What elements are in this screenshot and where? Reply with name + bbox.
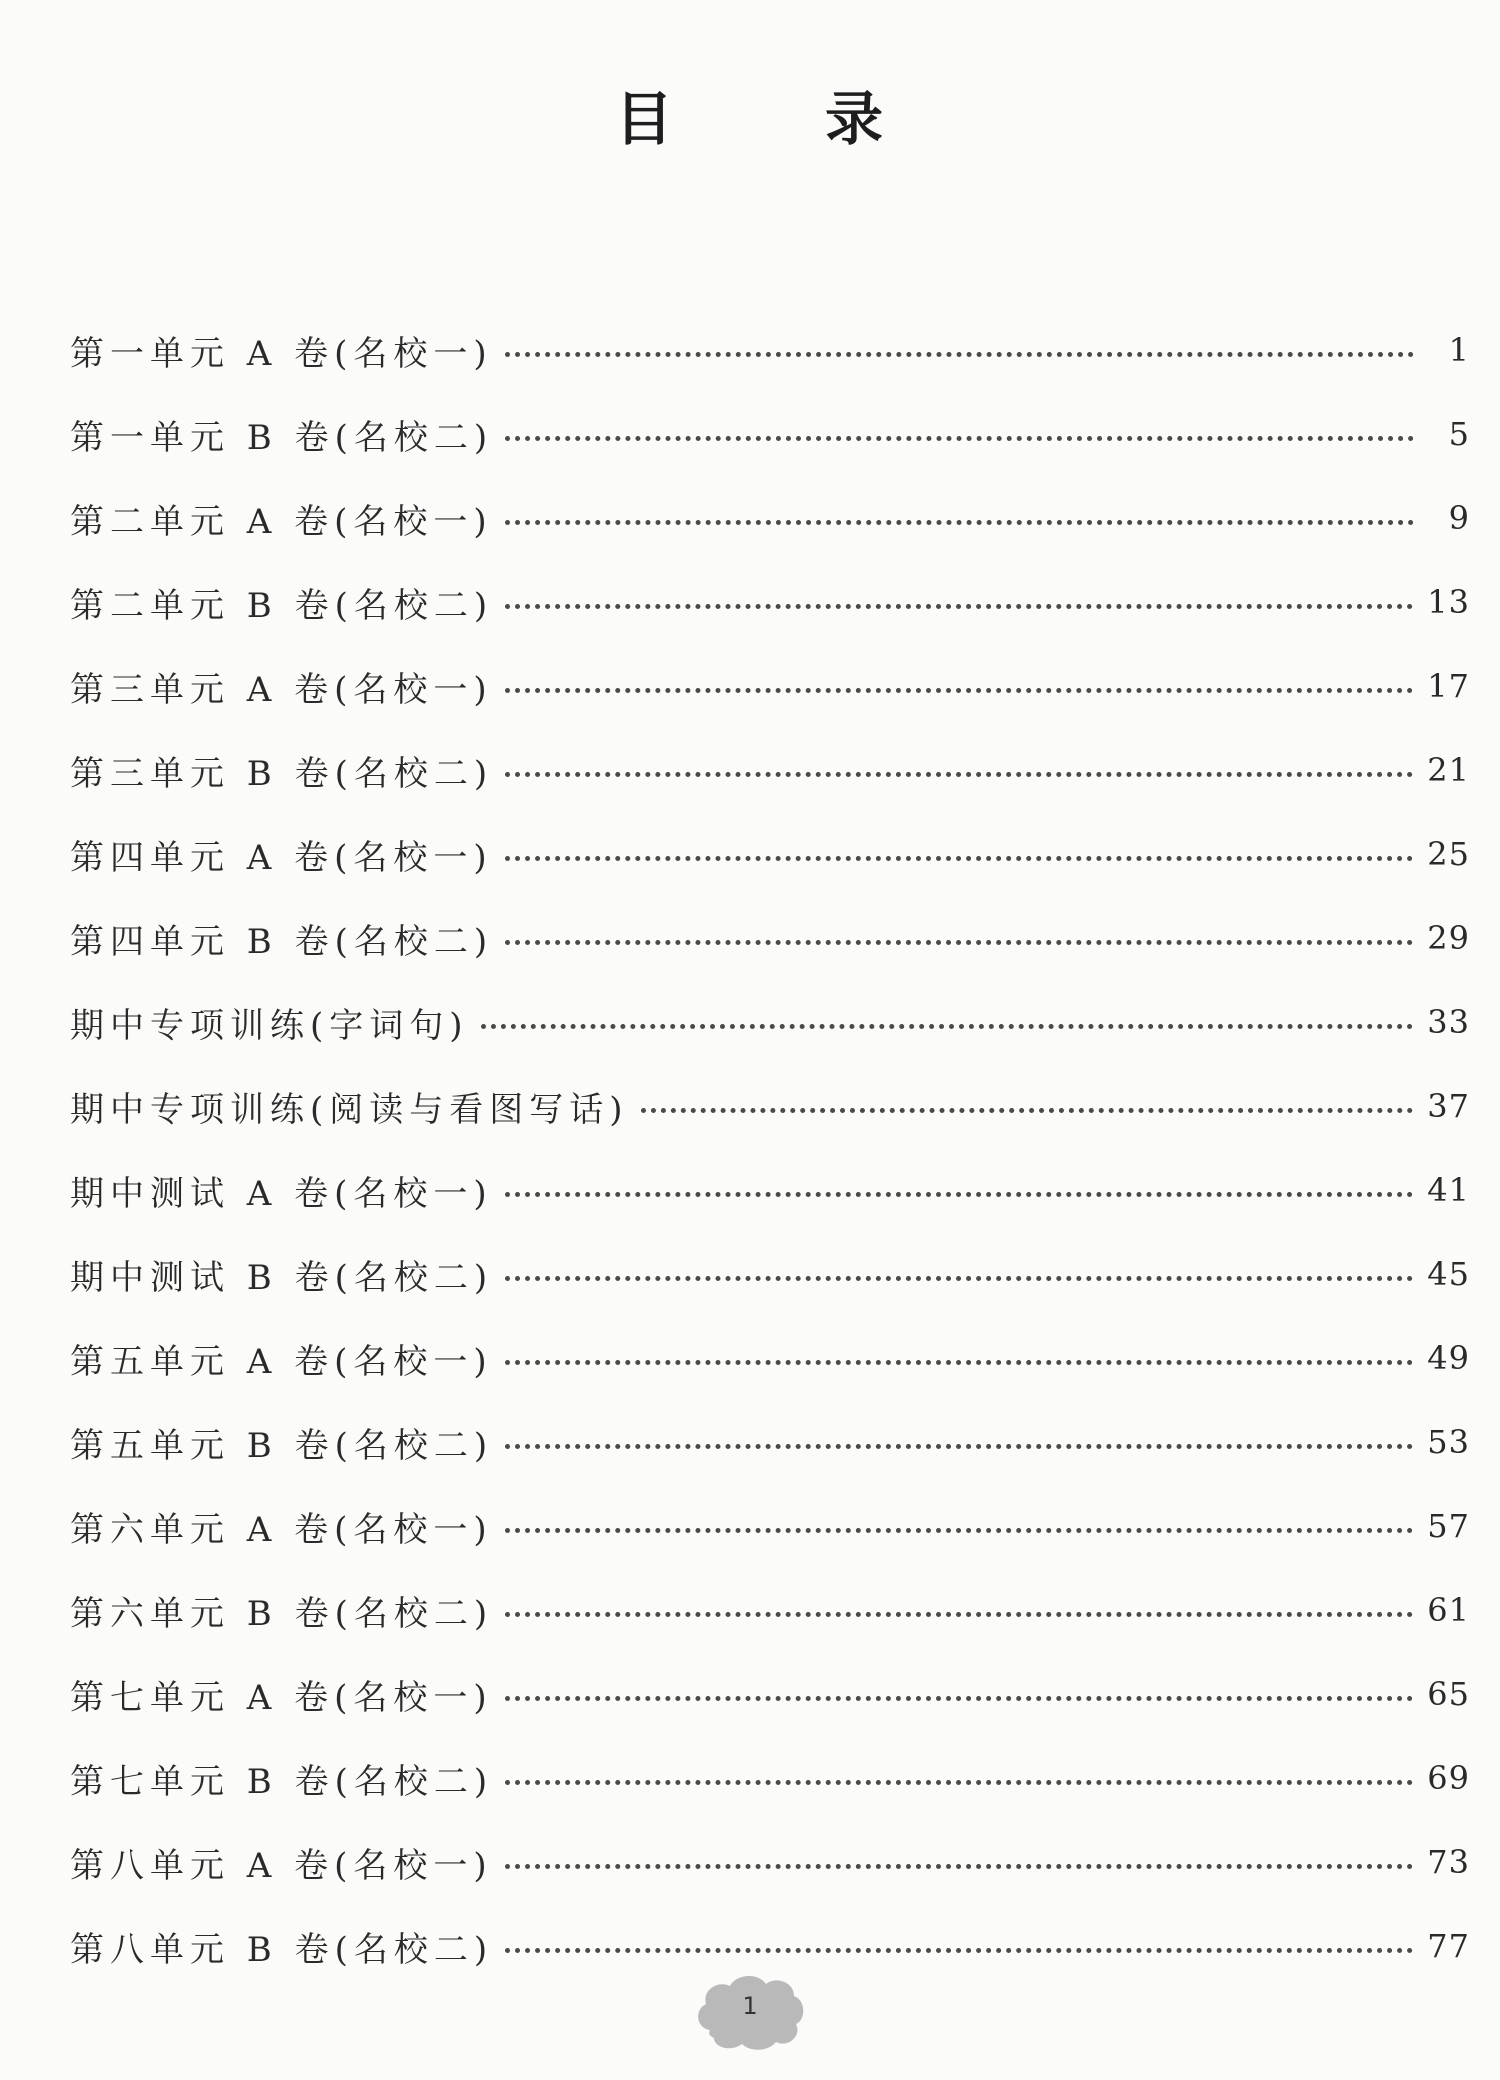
toc-entry[interactable] [70,1652,1470,1736]
toc-entry[interactable] [70,1568,1470,1652]
dot-leader [505,352,1414,357]
toc-entry-label: 第三单元 B 卷(名校二) [70,753,494,794]
toc-entry-label: 第二单元 A 卷(名校一) [70,501,493,542]
toc-entry-label: 期中测试 A 卷(名校一) [70,1173,493,1214]
toc-entry-label: 第四单元 B 卷(名校二) [70,921,494,962]
toc-entry-page: 53 [1427,1423,1470,1461]
toc-entry-label: 第六单元 B 卷(名校二) [70,1593,494,1634]
toc-entry[interactable] [70,896,1470,980]
toc-entry-label: 第七单元 A 卷(名校一) [70,1677,493,1718]
page-title [0,72,1500,156]
toc-entry-page: 9 [1448,499,1470,537]
dot-leader [505,1948,1413,1953]
dot-leader [505,604,1413,609]
page-number-badge [692,1970,808,2054]
toc-entry-page: 17 [1427,667,1470,705]
toc-entry-page: 13 [1427,583,1470,621]
toc-entry-page: 29 [1427,919,1470,957]
toc-entry-page: 57 [1427,1507,1470,1545]
toc-entry-label: 期中测试 B 卷(名校二) [70,1257,494,1298]
toc-entry-page: 61 [1427,1591,1470,1629]
toc-entry-label: 第六单元 A 卷(名校一) [70,1509,493,1550]
dot-leader [505,940,1413,945]
toc-entry-page: 1 [1448,331,1470,369]
toc-entry-page: 37 [1427,1087,1470,1125]
toc-entry[interactable] [70,392,1470,476]
toc-entry-label: 期中专项训练(字词句) [70,1005,469,1046]
toc-entry-page: 21 [1427,751,1470,789]
dot-leader [505,1192,1414,1197]
toc-entry-label: 第四单元 A 卷(名校一) [70,837,493,878]
toc-entry-page: 33 [1427,1003,1470,1041]
toc-entry-label: 第八单元 B 卷(名校二) [70,1929,494,1970]
dot-leader [505,1780,1413,1785]
toc-entry[interactable] [70,1316,1470,1400]
toc-entry-label: 第五单元 B 卷(名校二) [70,1425,494,1466]
dot-leader [505,1612,1413,1617]
toc-entry-page: 73 [1427,1843,1470,1881]
toc-entry[interactable] [70,728,1470,812]
toc-entry-label: 期中专项训练(阅读与看图写话) [70,1089,629,1130]
dot-leader [505,1444,1413,1449]
dot-leader [505,1864,1414,1869]
dot-leader [641,1108,1414,1113]
toc-entry[interactable] [70,980,1470,1064]
page-title-char-2: 录 [825,85,886,153]
dot-leader [481,1024,1414,1029]
toc-entry[interactable] [70,1148,1470,1232]
dot-leader [505,688,1414,693]
page-title-char-1: 目 [614,85,675,153]
dot-leader [505,856,1414,861]
toc-entry-page: 65 [1427,1675,1470,1713]
toc-entry[interactable] [70,1232,1470,1316]
toc-entry-page: 5 [1448,415,1470,453]
toc-entry-page: 77 [1427,1927,1470,1965]
dot-leader [505,1696,1414,1701]
toc-entry-page: 69 [1427,1759,1470,1797]
toc-entry[interactable] [70,1484,1470,1568]
toc-entry-label: 第三单元 A 卷(名校一) [70,669,493,710]
dot-leader [505,436,1414,441]
toc-entry[interactable] [70,308,1470,392]
toc-entry[interactable] [70,1820,1470,1904]
dot-leader [505,1276,1413,1281]
dot-leader [505,520,1414,525]
dot-leader [505,1528,1414,1533]
toc-entry[interactable] [70,812,1470,896]
toc-entry[interactable] [70,560,1470,644]
toc-entry-label: 第一单元 A 卷(名校一) [70,333,493,374]
toc-entry[interactable] [70,476,1470,560]
toc-entry[interactable] [70,644,1470,728]
toc-entry-label: 第七单元 B 卷(名校二) [70,1761,494,1802]
dot-leader [505,772,1413,777]
toc-entry-page: 41 [1427,1171,1470,1209]
toc-entry[interactable] [70,1736,1470,1820]
toc-entry-label: 第五单元 A 卷(名校一) [70,1341,493,1382]
toc-entry-page: 45 [1427,1255,1470,1293]
dot-leader [505,1360,1414,1365]
toc-entry[interactable] [70,1400,1470,1484]
toc-entry-page: 25 [1427,835,1470,873]
toc-entry-label: 第八单元 A 卷(名校一) [70,1845,493,1886]
table-of-contents [70,308,1470,1988]
page-number: 1 [742,1992,758,2020]
toc-entry[interactable] [70,1064,1470,1148]
toc-entry-label: 第一单元 B 卷(名校二) [70,417,494,458]
toc-entry-page: 49 [1427,1339,1470,1377]
toc-entry-label: 第二单元 B 卷(名校二) [70,585,494,626]
